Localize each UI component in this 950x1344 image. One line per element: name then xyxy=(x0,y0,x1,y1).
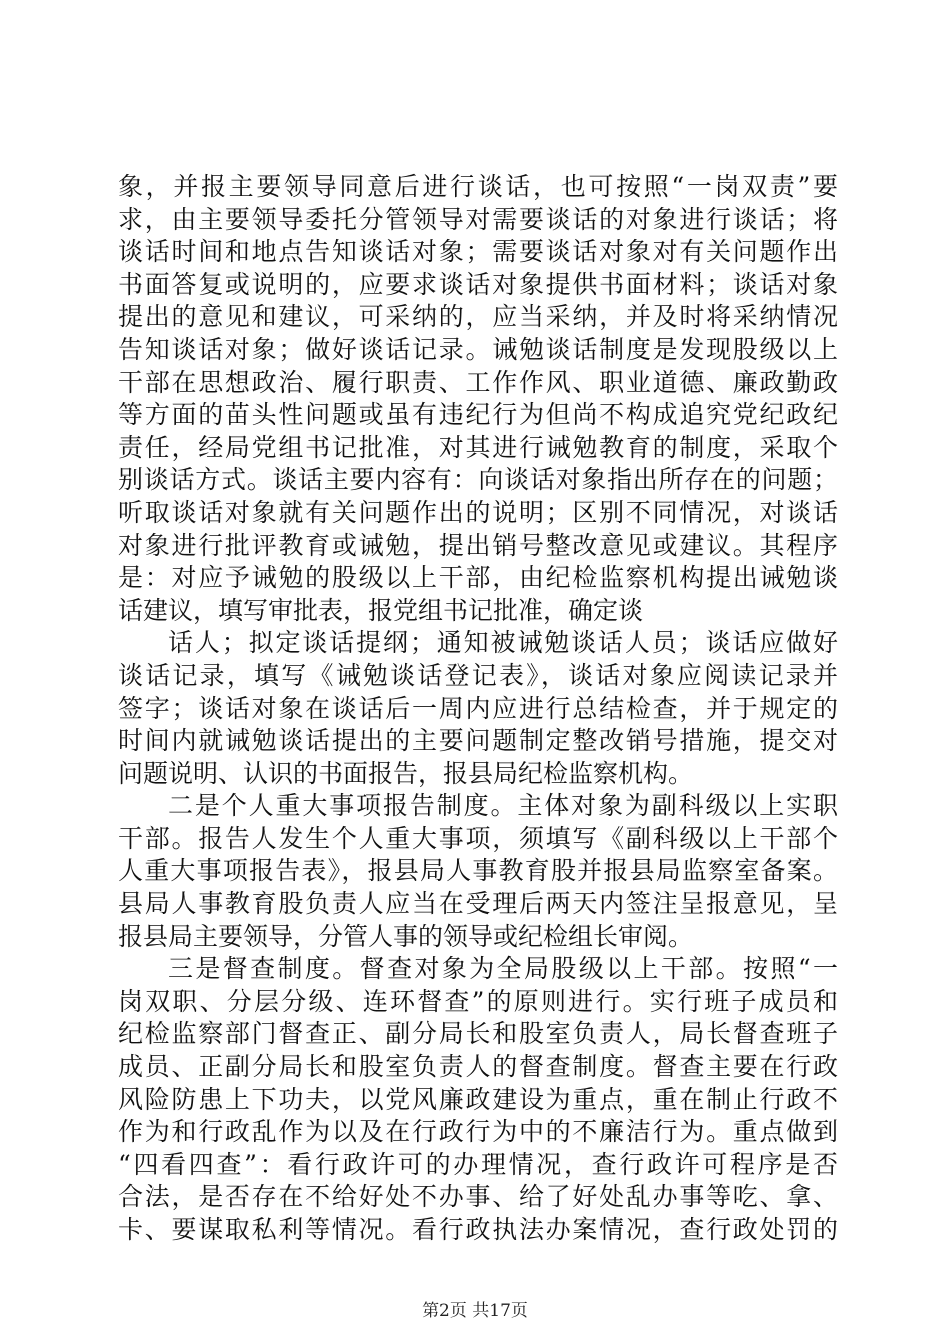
text-line: 二是个人重大事项报告制度。主体对象为副科级以上实职 xyxy=(168,791,838,821)
text-line: 书面答复或说明的，应要求谈话对象提供书面材料；谈话对象 xyxy=(118,269,838,299)
text-line: 谈话时间和地点告知谈话对象；需要谈话对象对有关问题作出 xyxy=(118,237,838,267)
text-line: 听取谈话对象就有关问题作出的说明；区别不同情况，对谈话 xyxy=(118,497,838,527)
text-line: 风险防患上下功夫，以党风廉政建设为重点，重在制止行政不 xyxy=(118,1084,838,1114)
document-body xyxy=(118,171,838,1247)
text-line: 话人；拟定谈话提纲；通知被诫勉谈话人员；谈话应做好 xyxy=(168,628,838,658)
text-line: 人重大事项报告表》，报县局人事教育股并报县局监察室备案。 xyxy=(118,856,838,886)
text-line: 是：对应予诫勉的股级以上干部，由纪检监察机构提出诫勉谈 xyxy=(118,563,838,593)
text-line: 报县局主要领导，分管人事的领导或纪检组长审阅。 xyxy=(118,921,694,951)
text-line: 县局人事教育股负责人应当在受理后两天内签注呈报意见，呈 xyxy=(118,889,838,919)
text-line: 卡、要谋取私利等情况。看行政执法办案情况，查行政处罚的 xyxy=(118,1215,838,1244)
text-line: 谈话记录，填写《诫勉谈话登记表》，谈话对象应阅读记录并 xyxy=(118,660,838,690)
text-line: 提出的意见和建议，可采纳的，应当采纳，并及时将采纳情况 xyxy=(118,302,838,332)
text-line: 话建议，填写审批表，报党组书记批准，确定谈 xyxy=(118,595,644,625)
text-line: 告知谈话对象；做好谈话记录。诫勉谈话制度是发现股级以上 xyxy=(118,334,838,364)
text-line: 干部。报告人发生个人重大事项，须填写《副科级以上干部个 xyxy=(118,823,838,853)
text-line: 别谈话方式。谈话主要内容有：向谈话对象指出所存在的问题； xyxy=(118,465,838,495)
text-line: 问题说明、认识的书面报告，报县局纪检监察机构。 xyxy=(118,758,694,788)
text-line: 合法，是否存在不给好处不办事、给了好处乱办事等吃、拿、 xyxy=(118,1182,838,1212)
text-line: 岗双职、分层分级、连环督查”的原则进行。实行班子成员和 xyxy=(118,986,838,1016)
text-line: 时间内就诫勉谈话提出的主要问题制定整改销号措施，提交对 xyxy=(118,726,838,756)
text-line: 等方面的苗头性问题或虽有违纪行为但尚不构成追究党纪政纪 xyxy=(118,400,838,430)
text-line: 三是督查制度。督查对象为全局股级以上干部。按照“一 xyxy=(168,954,838,984)
text-line: 签字；谈话对象在谈话后一周内应进行总结检查，并于规定的 xyxy=(118,693,838,723)
text-line: “四看四查”：看行政许可的办理情况，查行政许可程序是否 xyxy=(118,1149,838,1179)
text-line: 对象进行批评教育或诫勉，提出销号整改意见或建议。其程序 xyxy=(118,530,838,560)
text-line: 作为和行政乱作为以及在行政行为中的不廉洁行为。重点做到 xyxy=(118,1117,838,1147)
text-line: 纪检监察部门督查正、副分局长和股室负责人，局长督查班子 xyxy=(118,1019,838,1049)
page-number-footer: 第2页 共17页 xyxy=(422,1301,528,1321)
text-line: 求，由主要领导委托分管领导对需要谈话的对象进行谈话；将 xyxy=(118,204,838,234)
text-line: 成员、正副分局长和股室负责人的督查制度。督查主要在行政 xyxy=(118,1052,838,1082)
text-line: 责任，经局党组书记批准，对其进行诫勉教育的制度，采取个 xyxy=(118,432,838,462)
text-line: 象，并报主要领导同意后进行谈话，也可按照“一岗双责”要 xyxy=(118,172,838,201)
text-line: 干部在思想政治、履行职责、工作作风、职业道德、廉政勤政 xyxy=(118,367,838,397)
